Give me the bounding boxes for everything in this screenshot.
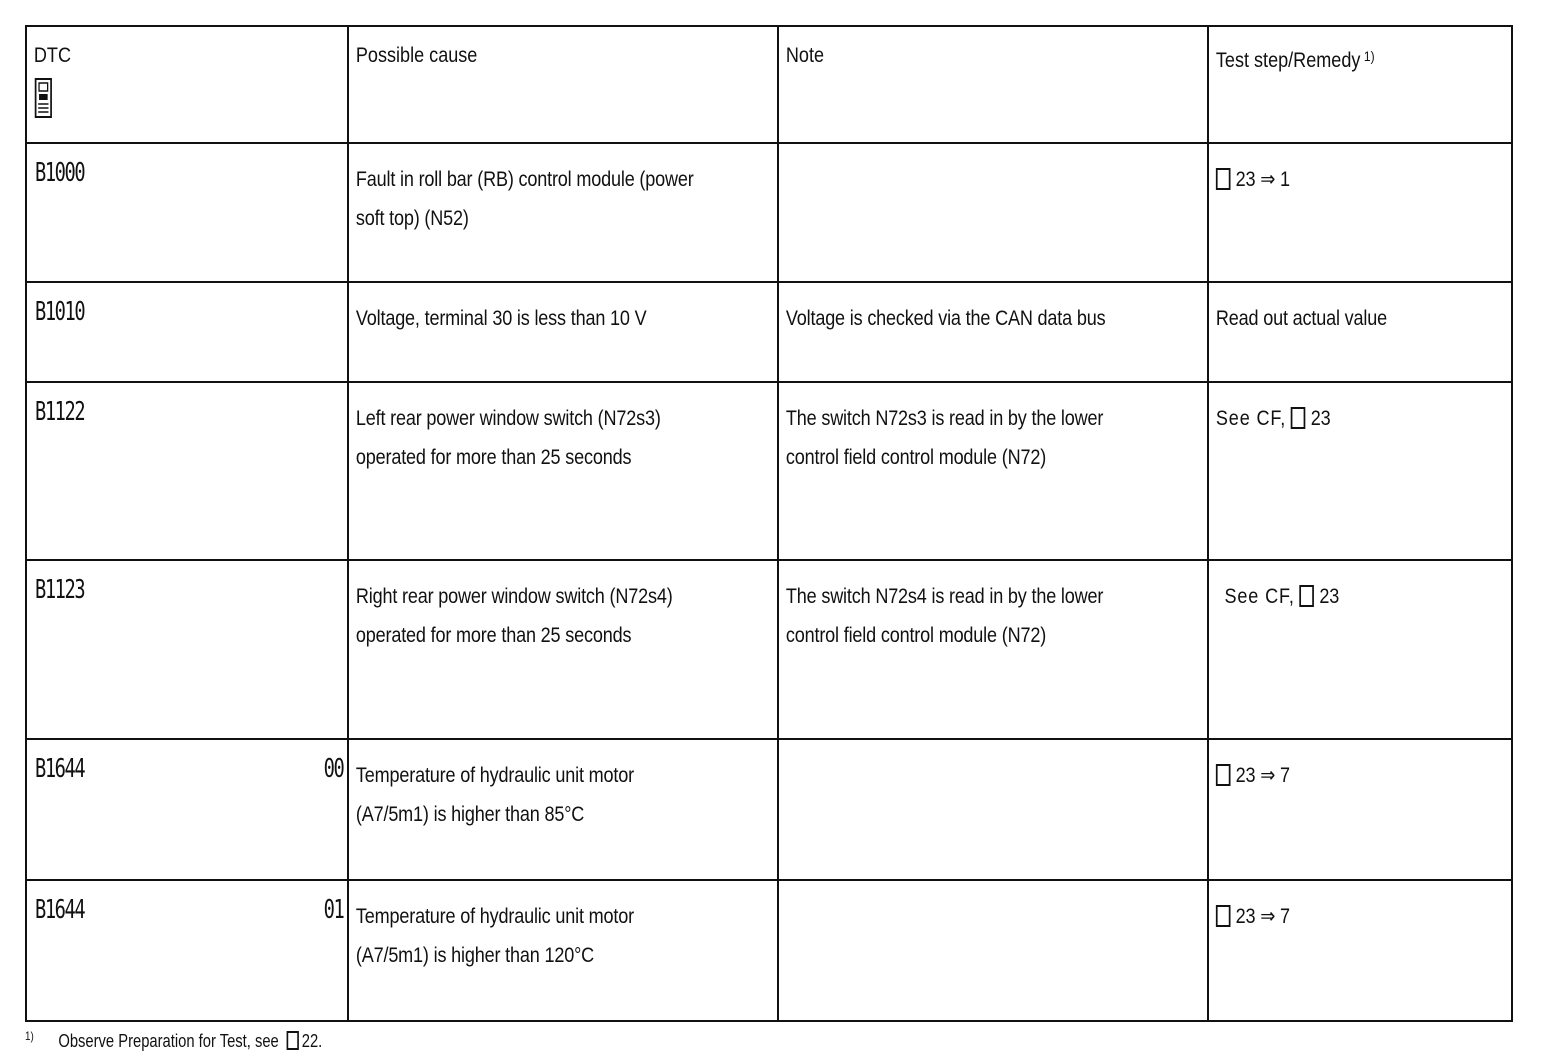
possible-cause-cell	[348, 143, 778, 282]
table-row	[26, 739, 1512, 880]
test-step-remedy-cell	[1208, 739, 1512, 880]
book-reference-icon	[1216, 905, 1231, 927]
note-line: The switch N72s4 is read in by the lower	[785, 585, 1104, 608]
remedy-prefix: See CF,	[1224, 585, 1295, 608]
possible-cause-line: Fault in roll bar (RB) control module (power	[355, 168, 694, 191]
note-cell	[778, 739, 1208, 880]
note-cell	[778, 382, 1208, 560]
note-cell	[778, 143, 1208, 282]
possible-cause-line: Left rear power window switch (N72s3)	[355, 407, 661, 430]
note-cell	[778, 560, 1208, 739]
possible-cause-line: (A7/5m1) is higher than 85°C	[355, 803, 585, 826]
dtc-cell	[26, 739, 348, 880]
possible-cause-cell	[348, 880, 778, 1021]
table-row	[26, 560, 1512, 739]
possible-cause-cell	[348, 282, 778, 382]
dtc-code: B1644	[35, 895, 85, 925]
remedy-text: 23	[1310, 407, 1331, 430]
book-reference-icon	[286, 1031, 298, 1050]
table-row	[26, 382, 1512, 560]
footnote-ref: 22.	[301, 1031, 323, 1051]
footnote-marker: 1)	[1363, 48, 1375, 64]
test-step-remedy-cell	[1208, 143, 1512, 282]
dtc-cell	[26, 282, 348, 382]
test-step-remedy-cell	[1208, 282, 1512, 382]
table-row	[26, 143, 1512, 282]
header-dtc-label: DTC	[33, 44, 72, 67]
diagnostic-tester-icon	[34, 77, 53, 119]
book-reference-icon	[1291, 407, 1306, 429]
note-cell	[778, 282, 1208, 382]
dtc-cell	[26, 880, 348, 1021]
note-cell	[778, 880, 1208, 1021]
possible-cause-cell	[348, 560, 778, 739]
footnote-mark: 1)	[25, 1029, 34, 1043]
footnote-text: Observe Preparation for Test, see	[58, 1031, 279, 1051]
possible-cause-cell	[348, 382, 778, 560]
remedy-prefix: See CF,	[1215, 407, 1287, 430]
test-step-remedy-cell	[1208, 560, 1512, 739]
dtc-code: B1122	[35, 397, 85, 427]
footnote	[25, 1021, 322, 1056]
dtc-cell	[26, 382, 348, 560]
remedy-text: 23 ⇒ 7	[1235, 764, 1290, 787]
test-step-remedy-cell	[1208, 880, 1512, 1021]
header-note: Note	[778, 26, 1208, 143]
possible-cause-line: operated for more than 25 seconds	[355, 446, 632, 469]
note-line: control field control module (N72)	[785, 446, 1047, 469]
possible-cause-line: Voltage, terminal 30 is less than 10 V	[355, 307, 647, 330]
remedy-text: Read out actual value	[1215, 307, 1387, 330]
dtc-code: B1644	[35, 754, 85, 784]
possible-cause-line: Right rear power window switch (N72s4)	[355, 585, 673, 608]
possible-cause-line: (A7/5m1) is higher than 120°C	[355, 944, 595, 967]
remedy-text: 23	[1319, 585, 1340, 608]
dtc-cell	[26, 560, 348, 739]
note-line: control field control module (N72)	[785, 624, 1047, 647]
dtc-code: B1123	[35, 575, 85, 605]
table-row	[26, 282, 1512, 382]
book-reference-icon	[1300, 585, 1315, 607]
book-reference-icon	[1216, 764, 1231, 786]
table-body	[26, 143, 1512, 1021]
note-line: Voltage is checked via the CAN data bus	[785, 307, 1106, 330]
remedy-text: 23 ⇒ 7	[1235, 905, 1290, 928]
header-test-step-remedy: Test step/Remedy $^{1)}$	[1208, 26, 1512, 143]
remedy-text: 23 ⇒ 1	[1235, 168, 1290, 191]
book-reference-icon	[1216, 168, 1231, 190]
dtc-code: B1010	[35, 297, 85, 327]
dtc-cell	[26, 143, 348, 282]
dtc-code: B1000	[35, 158, 85, 188]
dtc-sub-code: 00	[323, 754, 343, 784]
possible-cause-line: Temperature of hydraulic unit motor	[355, 905, 634, 928]
header-dtc	[26, 26, 348, 143]
dtc-sub-code: 01	[323, 895, 343, 925]
dtc-table	[25, 25, 1513, 1022]
table-header-row	[26, 26, 1512, 143]
possible-cause-cell	[348, 739, 778, 880]
header-possible-cause: Possible cause	[348, 26, 778, 143]
possible-cause-line: Temperature of hydraulic unit motor	[355, 764, 634, 787]
note-line: The switch N72s3 is read in by the lower	[785, 407, 1104, 430]
test-step-remedy-cell	[1208, 382, 1512, 560]
table-row	[26, 880, 1512, 1021]
possible-cause-line: operated for more than 25 seconds	[355, 624, 632, 647]
possible-cause-line: soft top) (N52)	[355, 207, 469, 230]
